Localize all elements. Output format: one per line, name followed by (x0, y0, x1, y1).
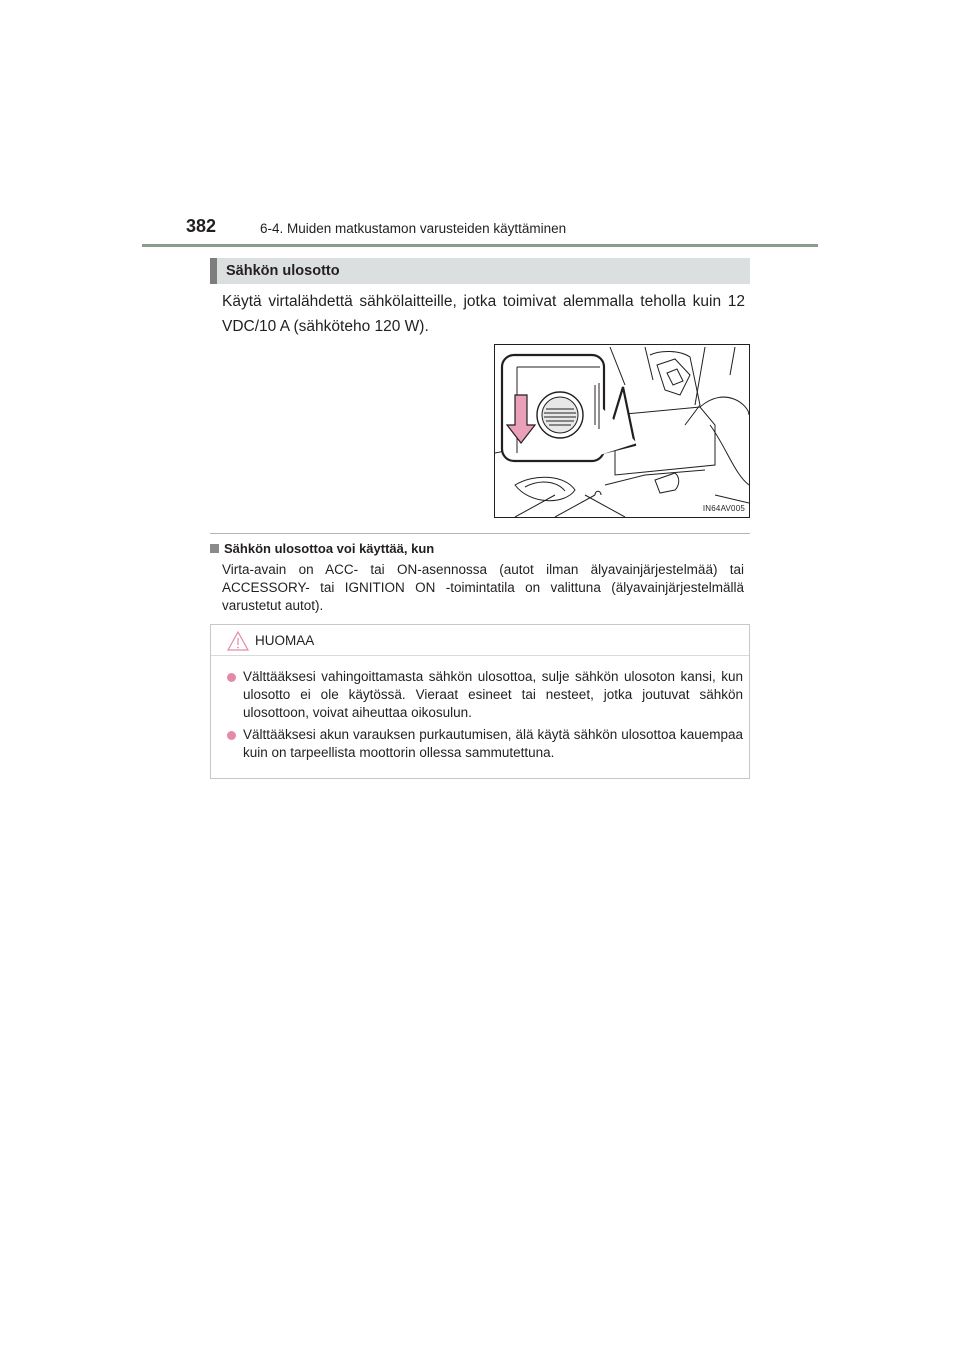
section-heading: Sähkön ulosotto (210, 258, 750, 284)
chapter-title: 6-4. Muiden matkustamon varusteiden käyttäminen (260, 221, 567, 236)
power-outlet-figure (494, 344, 750, 518)
square-bullet-icon (210, 544, 219, 553)
caution-item-text: Välttääksesi akun varauksen purkautumisen, älä käytä sähkön ulosottoa kauempaa kuin on tarpeellista moottorin ollessa sammutettuna. (243, 727, 743, 760)
bullet-icon (227, 673, 236, 682)
section-divider (210, 533, 750, 534)
power-outlet-illustration (495, 345, 749, 517)
caution-header (211, 625, 749, 656)
caution-item (227, 726, 743, 762)
intro-paragraph: Käytä virtalähdettä sähkölaitteille, jotka toimivat alemmalla teholla kuin 12 VDC/10 A (sähköteho 120 W). (222, 293, 745, 335)
caution-label: HUOMAA (255, 633, 315, 648)
figure-code: IN64AV005 (702, 504, 745, 513)
header-rule (142, 244, 818, 247)
caution-item-text: Välttääksesi vahingoittamasta sähkön ulosottoa, sulje sähkön ulosoton kansi, kun ulosotto ei ole käytössä. Vieraat esineet tai nesteet, jotka joutuvat sähkön ulosottoon, voivat aiheuttaa oikosulun. (243, 669, 743, 720)
page-number: 382 (186, 216, 217, 236)
subsection-heading-text: Sähkön ulosottoa voi käyttää, kun (224, 541, 435, 556)
caution-item (227, 668, 743, 722)
subsection-heading (210, 541, 434, 556)
subsection-paragraph: Virta-avain on ACC- tai ON-asennossa (autot ilman älyavainjärjestelmää) tai ACCESSORY- tai IGNITION ON -toimintatila on valittuna (älyavainjärjestelmällä varustetut autot). (222, 562, 744, 613)
bullet-icon (227, 731, 236, 740)
warning-triangle-icon (227, 631, 249, 651)
caution-box (210, 624, 750, 779)
